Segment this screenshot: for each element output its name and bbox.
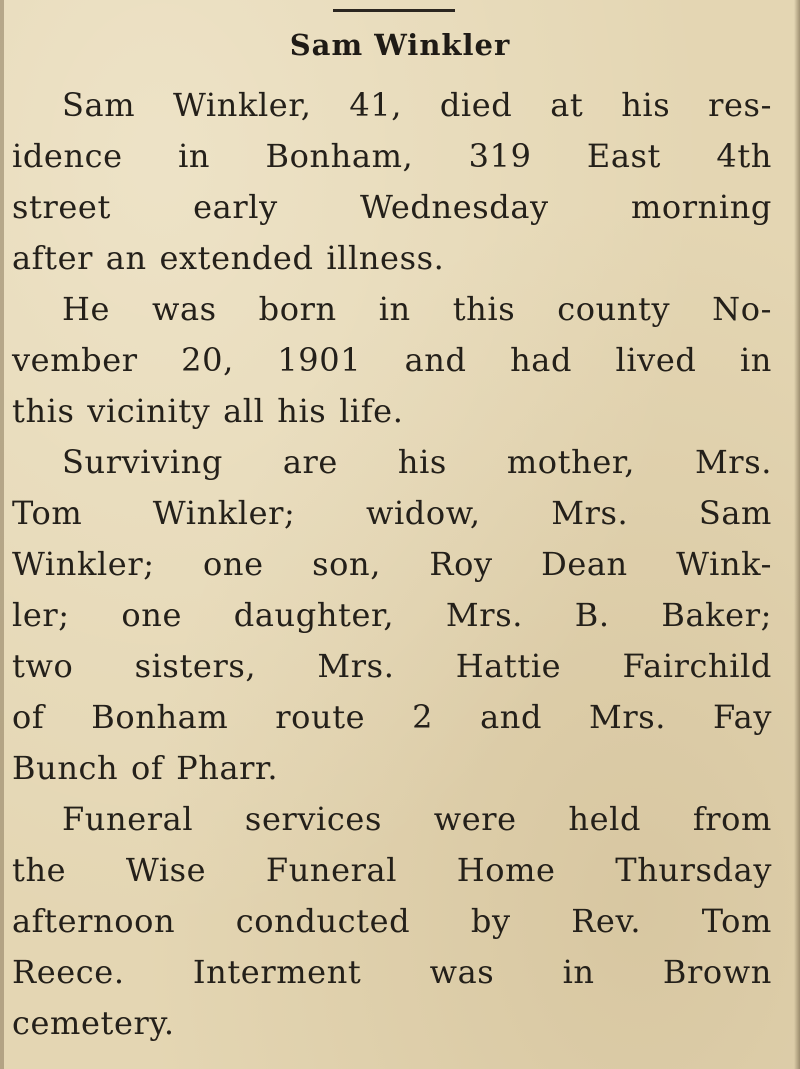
text-line: Funeral services were held from [62,800,772,838]
text-line: the Wise Funeral Home Thursday [12,851,772,889]
paragraph-funeral [12,794,772,1049]
paragraph-survivors [12,437,772,794]
top-divider-rule [333,9,455,12]
text-line: of Bonham route 2 and Mrs. Fay [12,698,772,736]
obituary-headline: Sam Winkler [289,28,511,62]
paragraph-birth [12,284,772,437]
left-column-rule [0,0,4,1069]
text-line: ler; one daughter, Mrs. B. Baker; [12,596,772,634]
text-line: vember 20, 1901 and had lived in [12,341,772,379]
text-line: Bunch of Pharr. [12,749,279,787]
text-line: Sam Winkler, 41, died at his res- [62,86,772,124]
right-page-edge [794,0,800,1069]
text-line: Surviving are his mother, Mrs. [62,443,772,481]
text-line: after an extended illness. [12,239,445,277]
text-line: Reece. Interment was in Brown [12,953,772,991]
text-line: Winkler; one son, Roy Dean Wink- [12,545,772,583]
text-line: street early Wednesday morning [12,188,772,226]
paragraph-death-notice [12,80,772,284]
text-line: cemetery. [12,1004,175,1042]
text-line: afternoon conducted by Rev. Tom [12,902,772,940]
article-body [12,80,772,1049]
text-line: two sisters, Mrs. Hattie Fairchild [12,647,772,685]
text-line: He was born in this county No- [62,290,772,328]
text-line: idence in Bonham, 319 East 4th [12,137,772,175]
text-line: Tom Winkler; widow, Mrs. Sam [12,494,772,532]
text-line: this vicinity all his life. [12,392,404,430]
